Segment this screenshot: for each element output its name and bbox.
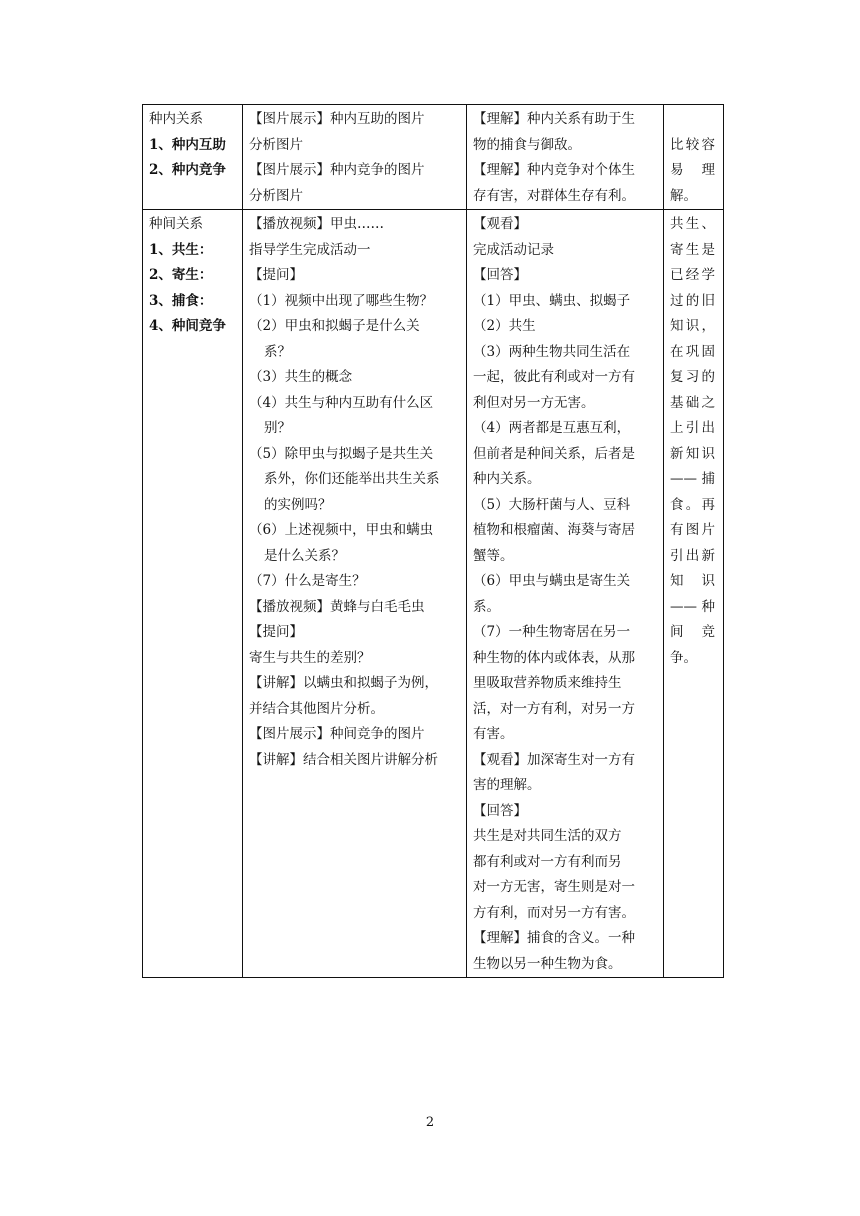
topic-line: 种内关系: [149, 111, 203, 127]
topic-line: 1、共生：: [149, 241, 213, 258]
teacher-line: 【讲解】结合相关图片讲解分析: [249, 751, 438, 768]
student-line: 【观看】加深寄生对一方有: [473, 751, 635, 768]
teacher-line: 分析图片: [249, 136, 303, 153]
student-activity-cell: [467, 105, 664, 210]
student-line: （6）甲虫与螨虫是寄生关: [473, 573, 631, 589]
student-line: 存有害，对群体生存有利。: [473, 187, 635, 204]
student-line: （3）两种生物共同生活在: [473, 343, 631, 360]
student-line: 里吸取营养物质来维持生: [473, 675, 622, 691]
student-line: （1）甲虫、螨虫、拟蝎子: [473, 292, 631, 309]
student-line: 【理解】捕食的含义。一种: [473, 930, 635, 946]
topic-line: 种间关系: [149, 216, 203, 232]
topic-line: 2、种内竞争: [149, 162, 226, 178]
student-line: 系。: [473, 598, 500, 615]
teacher-line: 【讲解】以螨虫和拟蝎子为例，: [249, 675, 438, 691]
student-line: 害的理解。: [473, 777, 541, 793]
teacher-activity-cell: [243, 105, 467, 210]
student-line: 对一方无害，寄生则是对一: [473, 879, 635, 895]
student-line: 【回答】: [473, 802, 527, 819]
teacher-line: 【图片展示】种间竞争的图片: [249, 726, 425, 742]
student-line: 利但对另一方无害。: [473, 394, 595, 411]
student-line: 完成活动记录: [473, 241, 554, 258]
student-line: 【回答】: [473, 267, 527, 283]
topic-line: 2、寄生：: [149, 267, 213, 283]
topic-line: 4、种间竞争: [149, 318, 226, 334]
teacher-lines: [249, 212, 460, 773]
student-line: 都有利或对一方有利而另: [473, 853, 622, 870]
teacher-line: 【提问】: [249, 267, 303, 283]
design-intent-cell: [664, 105, 724, 210]
student-activity-cell: [467, 210, 664, 978]
teacher-line: （6）上述视频中，甲虫和螨虫: [249, 522, 434, 538]
student-line: 生物以另一种生物为食。: [473, 955, 622, 972]
teacher-line: 别？: [264, 420, 291, 436]
teacher-activity-cell: [243, 210, 467, 978]
student-line: 【理解】种内关系有助于生: [473, 111, 635, 127]
topic-line: 3、捕食：: [149, 292, 213, 309]
topic-cell: [143, 105, 243, 210]
student-line: 植物和根瘤菌、海葵与寄居: [473, 522, 635, 538]
teacher-line: （3）共生的概念: [249, 369, 353, 385]
student-line: （2）共生: [473, 318, 536, 334]
student-line: 活，对一方有利，对另一方: [473, 700, 635, 717]
student-line: 种生物的体内或体表，从那: [473, 649, 635, 666]
topic-line: 1、种内互助: [149, 136, 226, 153]
teacher-line: （7）什么是寄生？: [249, 573, 366, 589]
student-line: 物的捕食与御敌。: [473, 136, 581, 153]
teacher-line: 【播放视频】黄蜂与白毛毛虫: [249, 598, 425, 615]
student-line: 有害。: [473, 726, 514, 742]
teacher-line: 寄生与共生的差别？: [249, 649, 371, 666]
teacher-line: 【提问】: [249, 624, 303, 640]
topic-lines: [149, 212, 236, 340]
teacher-line: （4）共生与种内互助有什么区: [249, 394, 434, 411]
design-intent-text: 比较容易理解。: [670, 136, 715, 204]
student-line: 但前者是种间关系，后者是: [473, 445, 635, 462]
teacher-line: （1）视频中出现了哪些生物？: [249, 292, 434, 309]
student-line: （7）一种生物寄居在另一: [473, 624, 631, 640]
design-intent-text: 共生、寄生是已经学过的旧知识，在巩固复习的基础之上引出新知识——捕食。再有图片引出新知识——种间竞争。: [670, 216, 715, 666]
student-line: 方有利，而对另一方有害。: [473, 904, 635, 921]
spacer: [670, 107, 717, 133]
page-number: 2: [425, 1115, 435, 1130]
teacher-line: 【图片展示】种内互助的图片: [249, 111, 425, 127]
teacher-line: 并结合其他图片分析。: [249, 700, 384, 717]
teacher-line: 【播放视频】甲虫……: [249, 216, 384, 232]
design-intent-cell: [664, 210, 724, 978]
lesson-plan-table: [142, 104, 724, 978]
student-line: 一起，彼此有利或对一方有: [473, 369, 635, 385]
student-line: 蟹等。: [473, 547, 514, 564]
student-line: （4）两者都是互惠互利，: [473, 420, 631, 436]
teacher-line: （2）甲虫和拟蝎子是什么关: [249, 318, 420, 334]
teacher-line: 【图片展示】种内竞争的图片: [249, 162, 425, 178]
student-line: 种内关系。: [473, 471, 541, 487]
topic-cell: [143, 210, 243, 978]
student-line: （5）大肠杆菌与人、豆科: [473, 496, 631, 513]
student-line: 共生是对共同生活的双方: [473, 828, 622, 844]
student-line: 【观看】: [473, 216, 527, 232]
student-lines: [473, 212, 657, 977]
table-row-intraspecific: [143, 105, 724, 210]
teacher-line: 系？: [264, 343, 291, 360]
student-line: 【理解】种内竞争对个体生: [473, 162, 635, 178]
teacher-line: 分析图片: [249, 187, 303, 204]
teacher-line: 指导学生完成活动一: [249, 241, 371, 258]
teacher-line: 系外，你们还能举出共生关系: [264, 471, 440, 487]
teacher-line: 是什么关系？: [264, 547, 345, 564]
teacher-line: 的实例吗？: [264, 496, 332, 513]
table-row-interspecific: [143, 210, 724, 978]
teacher-line: （5）除甲虫与拟蝎子是共生关: [249, 445, 434, 462]
